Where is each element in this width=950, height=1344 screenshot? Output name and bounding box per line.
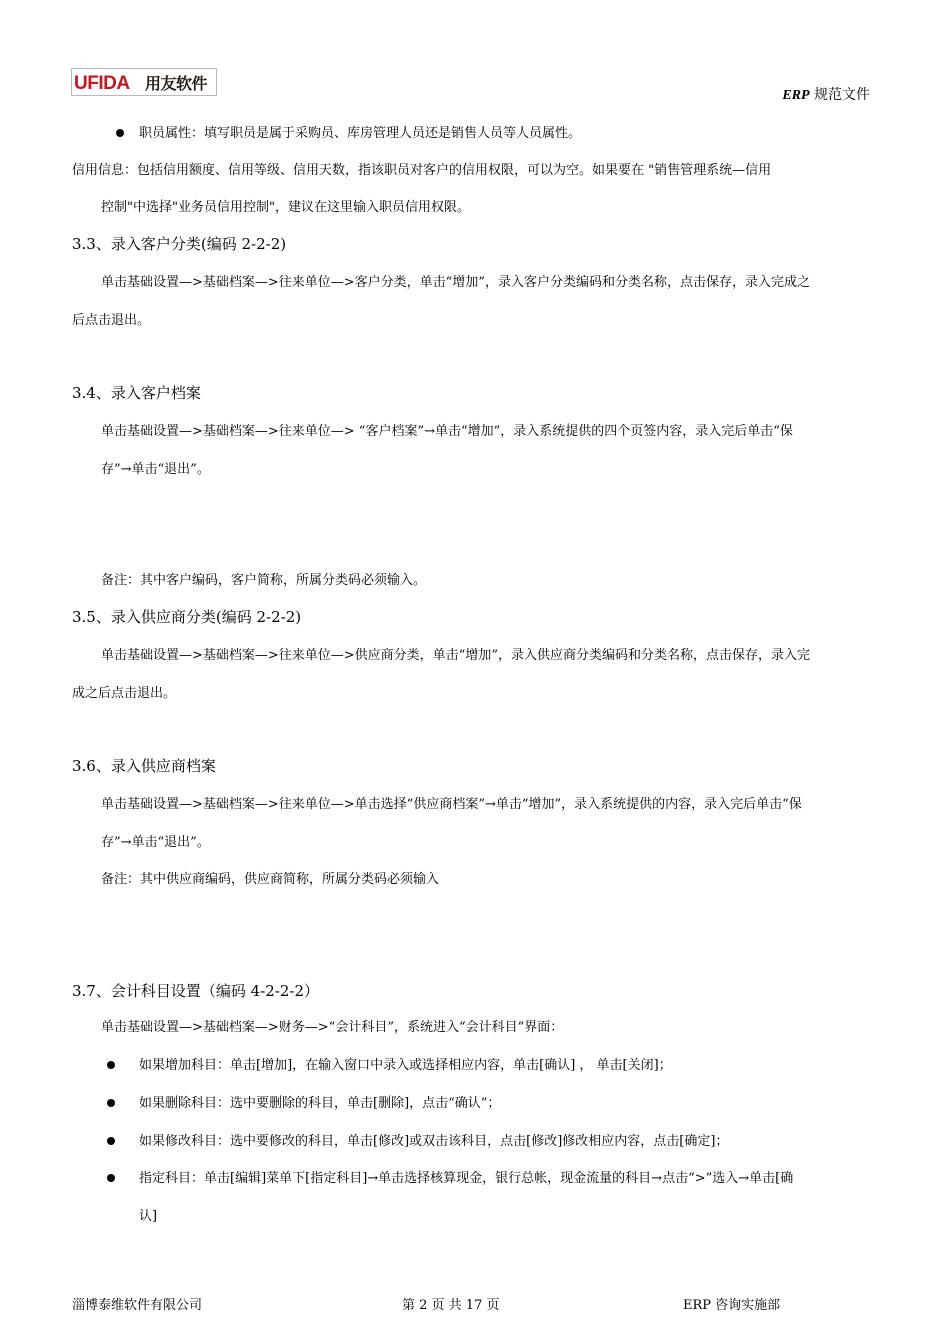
ufida-logo-graphic: [72, 69, 216, 95]
footer-company: 淄博泰维软件有限公司: [72, 1298, 203, 1313]
bullet-icon: [107, 1099, 115, 1107]
section-3-7-designate-line2: 认]: [139, 1209, 158, 1224]
section-3-5-line1: 单击基础设置—>基础档案—>往来单位—>供应商分类，单击“增加”，录入供应商分类编码和分类名称，点击保存，录入完: [101, 648, 810, 663]
footer-page-info: 第 2 页 共 17 页: [402, 1298, 500, 1313]
bullet-icon: [116, 129, 124, 137]
section-3-3-title: 3.3、录入客户分类(编码 2-2-2): [72, 235, 287, 253]
section-3-3-line2: 后点击退出。: [72, 313, 151, 328]
section-3-7-designate-line1: 指定科目：单击[编辑]菜单下[指定科目]→单击选择核算现金，银行总帐，现金流量的科目→点击“>”选入→单击[确: [139, 1171, 794, 1186]
doc-type-suffix: 规范文件: [814, 87, 870, 103]
section-3-7-add-subject: 如果增加科目：单击[增加]，在输入窗口中录入或选择相应内容，单击[确认] ， 单击[关闭]；: [139, 1058, 672, 1073]
section-3-6-title: 3.6、录入供应商档案: [72, 757, 216, 775]
section-3-6-note: 备注：其中供应商编码，供应商简称，所属分类码必须输入: [101, 872, 440, 887]
bullet-icon: [107, 1174, 115, 1182]
section-3-4-line2: 存”→单击“退出”。: [101, 462, 210, 477]
bullet-icon: [107, 1061, 115, 1069]
credit-info-line1: 信用信息：包括信用额度、信用等级、信用天数，指该职员对客户的信用权限，可以为空。如果要在 "销售管理系统—信用: [72, 163, 772, 178]
section-3-6-line1: 单击基础设置—>基础档案—>往来单位—>单击选择“供应商档案”→单击“增加”，录入系统提供的内容，录入完后单击“保: [101, 797, 802, 812]
section-3-5-line2: 成之后点击退出。: [72, 686, 177, 701]
bullet-icon: [107, 1137, 115, 1145]
svg-text:UFIDA: UFIDA: [74, 73, 130, 94]
doc-type-prefix: ERP: [782, 88, 810, 103]
section-3-6-line2: 存”→单击“退出”。: [101, 835, 210, 850]
svg-text:用友软件: 用友软件: [145, 74, 208, 93]
staff-attribute-text: 职员属性：填写职员是属于采购员、库房管理人员还是销售人员等人员属性。: [139, 126, 582, 141]
credit-info-line2: 控制"中选择"业务员信用控制"，建议在这里输入职员信用权限。: [101, 200, 470, 215]
section-3-3-line1: 单击基础设置—>基础档案—>往来单位—>客户分类，单击“增加”，录入客户分类编码和分类名称，点击保存，录入完成之: [101, 275, 810, 290]
document-type-label: [782, 84, 870, 104]
section-3-7-title: 3.7、会计科目设置（编码 4-2-2-2）: [72, 982, 320, 1000]
ufida-logo: [71, 68, 217, 96]
section-3-4-note: 备注：其中客户编码，客户简称，所属分类码必须输入。: [101, 573, 427, 588]
section-3-7-intro: 单击基础设置—>基础档案—>财务—>“会计科目”，系统进入“会计科目”界面：: [101, 1020, 564, 1035]
section-3-7-delete-subject: 如果删除科目：选中要删除的科目，单击[删除]，点击“确认”；: [139, 1096, 501, 1111]
section-3-4-title: 3.4、录入客户档案: [72, 384, 201, 402]
section-3-5-title: 3.5、录入供应商分类(编码 2-2-2): [72, 608, 302, 626]
section-3-7-modify-subject: 如果修改科目：选中要修改的科目，单击[修改]或双击该科目，点击[修改]修改相应内容，点击[确定]；: [139, 1134, 729, 1149]
section-3-4-line1: 单击基础设置—>基础档案—>往来单位—> “客户档案”→单击“增加”，录入系统提供的四个页签内容，录入完后单击“保: [101, 424, 793, 439]
footer-department: ERP 咨询实施部: [683, 1298, 781, 1313]
